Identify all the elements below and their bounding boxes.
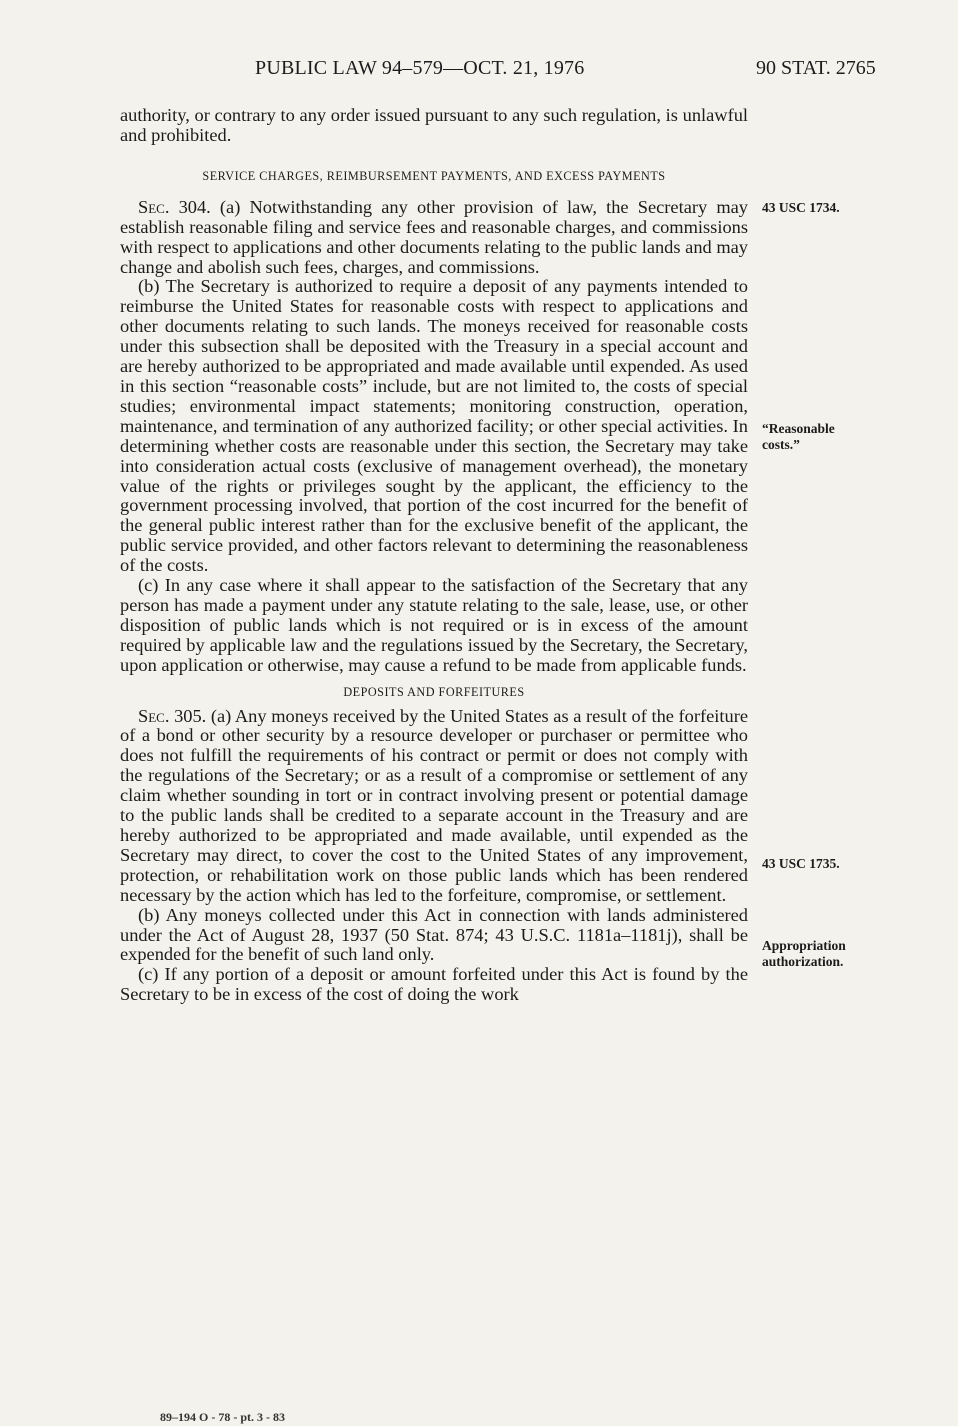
section-305-label: Sec. 305. bbox=[138, 705, 207, 726]
section-305-c: (c) If any portion of a deposit or amount forfeited under this Act is found by the Secretary to be in excess of the cost of doing the work bbox=[120, 964, 748, 1005]
margin-note-appropriation bbox=[762, 938, 846, 970]
section-heading-deposits: DEPOSITS AND FORFEITURES bbox=[343, 684, 525, 699]
margin-note-appropriation-line2: authorization. bbox=[762, 954, 844, 969]
printing-code-footer: 89–194 O - 78 - pt. 3 - 83 bbox=[160, 1410, 285, 1424]
section-heading-service-charges: SERVICE CHARGES, REIMBURSEMENT PAYMENTS, AND EXCESS PAYMENTS bbox=[202, 168, 666, 183]
section-305-a-text: (a) Any moneys received by the United States as a result of the forfeiture of a bond or other security by a resource developer or purchaser or permittee who does not fulfill the requirements of his contract or permit or does not comply with the regulations of the Secretary; or as a result of a compromise or settlement of any claim whether sounding in tort or in contract involving present or potential damage to the public lands shall be credited to a separate account in the Treasury and are hereby authorized to be appropriated and made available, until expended as the Secretary may direct, to cover the cost to the United States of any improvement, protection, or rehabilitation work on those public lands which has been rendered necessary by the action which has led to the forfeiture, compromise, or settlement. bbox=[120, 705, 748, 905]
section-304-b: (b) The Secretary is authorized to require a deposit of any payments intended to reimburse the United States for reasonable costs with respect to applications and other documents relating to such lands. The moneys received for reasonable costs under this subsection shall be deposited with the Treasury in a special account and are hereby authorized to be appropriated and made available until expended. As used in this section “reasonable costs” include, but are not limited to, the costs of special studies; environmental impact statements; monitoring construction, operation, maintenance, and termination of any authorized facility; or other special activities. In determining whether costs are reasonable under this section, the Secretary may take into consideration actual costs (exclusive of management overhead), the monetary value of the rights or privileges sought by the applicant, the efficiency to the government processing involved, that portion of the cost incurred for the benefit of the general public interest rather than for the exclusive benefit of the applicant, the public service provided, and other factors relevant to determining the reasonableness of the costs. bbox=[120, 276, 748, 576]
margin-note-reasonable-costs bbox=[762, 421, 835, 453]
intro-paragraph: authority, or contrary to any order issued pursuant to any such regulation, is unlawful and prohibited. bbox=[120, 105, 748, 145]
page-stat-number: 90 STAT. 2765 bbox=[756, 57, 876, 79]
margin-note-usc-1734: 43 USC 1734. bbox=[762, 200, 840, 215]
margin-note-reasonable-line1: “Reasonable bbox=[762, 421, 835, 436]
section-304-a bbox=[120, 198, 748, 278]
section-305-b: (b) Any moneys collected under this Act in connection with lands administered under the Act of August 28, 1937 (50 Stat. 874; 43 U.S.C. 1181a–1181j), shall be expended for the benefit of such land only. bbox=[120, 904, 748, 965]
running-header-title: PUBLIC LAW 94–579—OCT. 21, 1976 bbox=[255, 57, 585, 79]
section-304-c: (c) In any case where it shall appear to the satisfaction of the Secretary that any person has made a payment under any statute relating to the sale, lease, use, or other disposition of public lands which is not required or is in excess of the amount required by applicable law and the regulations issued by the Secretary, the Secretary, upon application or otherwise, may cause a refund to be made from applicable funds. bbox=[120, 575, 748, 675]
body-text bbox=[120, 106, 748, 1005]
margin-note-reasonable-line2: costs.” bbox=[762, 437, 800, 452]
section-305-a bbox=[120, 707, 748, 906]
section-304-label: Sec. 304. bbox=[138, 196, 211, 217]
section-304-a-text: (a) Notwithstanding any other provision of law, the Secretary may establish reasonable filing and service fees and reasonable charges, and commissions with respect to applications and other documents relating to the public lands and may change and abolish such fees, charges, and commissions. bbox=[120, 196, 748, 277]
margin-note-appropriation-line1: Appropriation bbox=[762, 938, 846, 953]
margin-note-usc-1735: 43 USC 1735. bbox=[762, 856, 840, 871]
